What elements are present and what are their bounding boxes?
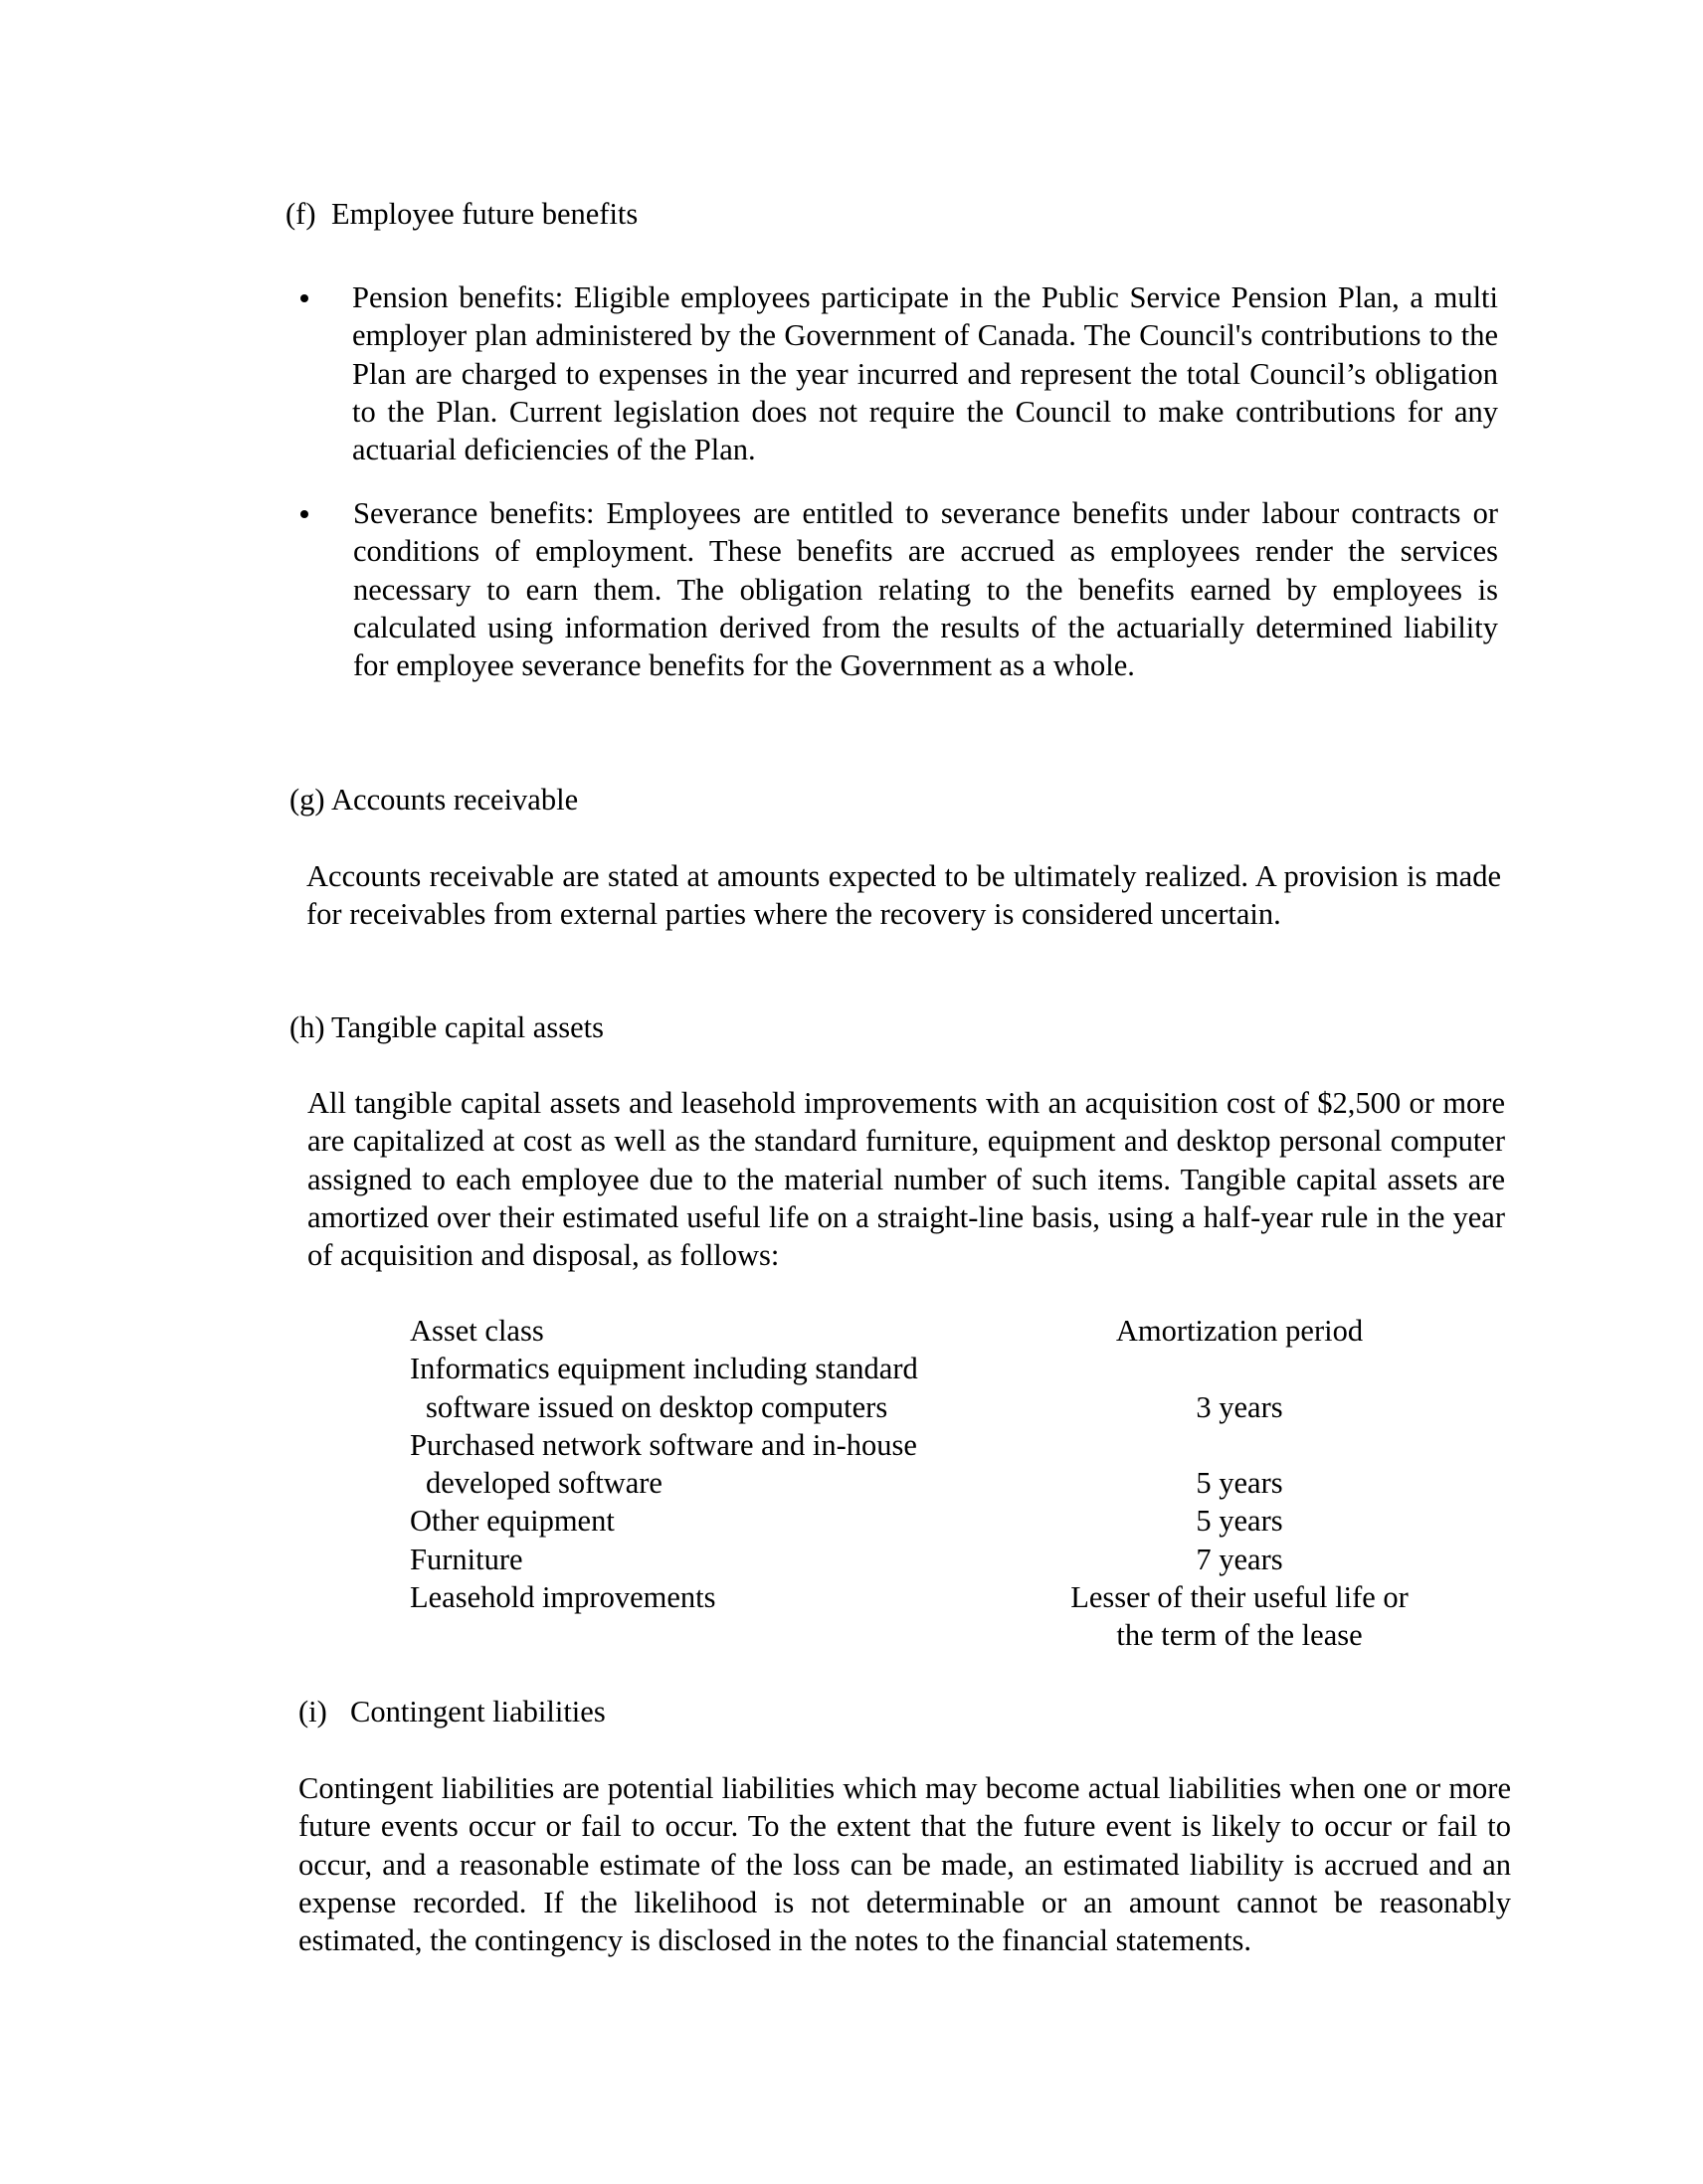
table-row [410, 1578, 1464, 1616]
period-cell: Lesser of their useful life or [1070, 1580, 1409, 1615]
bullet-icon [300, 294, 308, 302]
section-i-heading [298, 1693, 606, 1730]
period-cell: 5 years [1196, 1466, 1283, 1501]
asset-class-cell: Informatics equipment including standard [410, 1352, 918, 1386]
table-row [410, 1388, 1464, 1426]
section-g-heading [289, 781, 578, 819]
section-f-title: Employee future benefits [331, 197, 639, 231]
asset-class-cell: software issued on desktop computers [426, 1389, 888, 1424]
table-row [410, 1464, 1464, 1502]
period-cell: 3 years [1196, 1389, 1283, 1424]
section-h-title: Tangible capital assets [331, 1010, 604, 1044]
asset-class-cell: Purchased network software and in-house [410, 1427, 917, 1462]
table-row [410, 1350, 1464, 1387]
period-cell: 5 years [1196, 1504, 1283, 1539]
asset-class-cell: Furniture [410, 1542, 523, 1576]
table-row [410, 1616, 1464, 1654]
bullet-icon [300, 510, 308, 518]
section-g-label: (g) [289, 783, 325, 817]
section-i-title: Contingent liabilities [350, 1695, 606, 1729]
section-i-label: (i) [298, 1695, 327, 1729]
pension-benefits-paragraph: Pension benefits: Eligible employees participate in the Public Service Pension Plan, a multi employer plan administered by the Government of Canada. The Council's contributions to the Plan are charged to expenses in the year incurred and represent the total Council’s obligation to the Plan. Current legislation does not require the Council to make contributions for any actuarial deficiencies of the Plan. [352, 280, 1498, 467]
period-cell: the term of the lease [1116, 1618, 1363, 1653]
table-header-row [410, 1312, 1464, 1350]
tangible-assets-paragraph: All tangible capital assets and leasehold improvements with an acquisition cost of $2,500 or more are capitalized at cost as well as the standard furniture, equipment and desktop personal computer assigned to each employee due to the material number of such items. Tangible capital assets are amortized over their estimated useful life on a straight-line basis, using a half-year rule in the year of acquisition and disposal, as follows: [307, 1086, 1505, 1273]
section-f-heading [285, 195, 638, 233]
header-asset-class: Asset class [410, 1314, 544, 1348]
header-amortization-period: Amortization period [1115, 1314, 1364, 1348]
table-row [410, 1502, 1464, 1540]
table-row [410, 1541, 1464, 1578]
severance-benefits-paragraph: Severance benefits: Employees are entitled to severance benefits under labour contracts or conditions of employment. These benefits are accrued as employees render the services necessary to earn them. The obligation relating to the benefits earned by employees is calculated using information derived from the results of the actuarially determined liability for employee severance benefits for the Government as a whole. [353, 496, 1498, 683]
accounts-receivable-paragraph: Accounts receivable are stated at amounts expected to be ultimately realized. A provision is made for receivables from external parties where the recovery is considered uncertain. [306, 859, 1501, 932]
section-h-label: (h) [289, 1010, 325, 1044]
asset-class-cell: Other equipment [410, 1504, 615, 1539]
asset-class-cell: developed software [426, 1466, 662, 1501]
period-cell: 7 years [1196, 1542, 1283, 1576]
section-h-heading [289, 1008, 604, 1046]
section-g-title: Accounts receivable [331, 783, 579, 817]
asset-class-cell: Leasehold improvements [410, 1580, 716, 1615]
amortization-table [410, 1312, 1464, 1655]
table-row [410, 1426, 1464, 1464]
contingent-liabilities-paragraph: Contingent liabilities are potential liabilities which may become actual liabilities when one or more future events occur or fail to occur. To the extent that the future event is likely to occur or fail to occur, and a reasonable estimate of the loss can be made, an estimated liability is accrued and an expense recorded. If the likelihood is not determinable or an amount cannot be reasonably estimated, the contingency is disclosed in the notes to the financial statements. [298, 1771, 1511, 1958]
section-f-label: (f) [285, 197, 316, 231]
